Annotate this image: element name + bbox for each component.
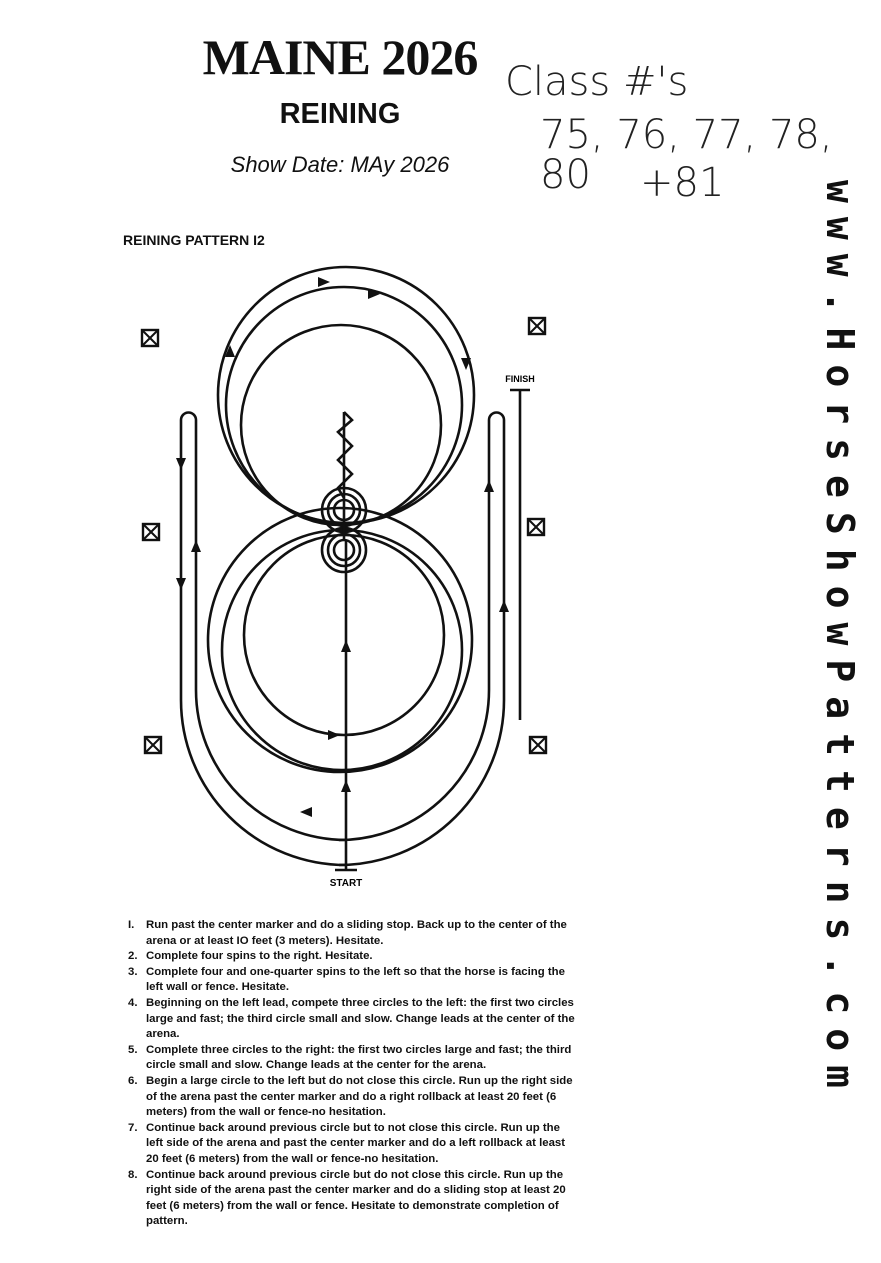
handwritten-class-label: Class #'s	[505, 59, 689, 105]
marker-icon	[528, 519, 544, 535]
instruction-item: 5. Complete three circles to the right: the first two circles large and fast; the third circle small and slow. Change leads at the center for the arena.	[128, 1043, 572, 1072]
marker-icon	[530, 737, 546, 753]
right-rollback-path	[339, 420, 504, 865]
right-rollback-turn	[489, 413, 504, 420]
instruction-item: 7. Continue back around previous circle but to not close this circle. Run up the left side of the arena and past the center marker and do a left rollback at least 20 feet (6 meters) from the wall or fence-no hesitation.	[128, 1121, 566, 1165]
left-rollback-turn	[181, 413, 196, 420]
document-title: MAINE 2026	[202, 29, 478, 85]
marker-icon	[143, 524, 159, 540]
arrow-icon	[341, 640, 351, 652]
instruction-item: I. Run past the center marker and do a sliding stop. Back up to the center of the arena or at least IO feet (3 meters). Hesitate.	[128, 919, 567, 947]
finish-label: FINISH	[505, 374, 535, 384]
arrow-icon	[328, 730, 340, 740]
handwritten-class-extra: +81	[640, 160, 725, 206]
marker-icon	[142, 330, 158, 346]
handwritten-class-numbers: 75, 76, 77, 78, 80	[540, 112, 833, 198]
instruction-item: 8. Continue back around previous circle but do not close this circle. Run up the right side of the arena past the center marker and do a sliding stop at least 20 feet (6 meters) from the wall or fence. Hesitate to demonstrate completion of pattern.	[128, 1168, 566, 1228]
watermark-text: www.HorseShowPatterns.com	[818, 180, 862, 1102]
arrow-icon	[499, 600, 509, 612]
arrow-icon	[176, 578, 186, 590]
arrow-icon	[341, 780, 351, 792]
marker-icon	[145, 737, 161, 753]
instruction-item: 4. Beginning on the left lead, compete three circles to the left: the first two circles large and fast; the third circle small and slow. Change leads at the center of the arena.	[128, 996, 575, 1041]
arrow-icon	[191, 540, 201, 552]
show-date: Show Date: MAy 2026	[230, 152, 450, 177]
arrow-icon	[300, 807, 312, 817]
lower-large-circle	[208, 508, 472, 772]
arrow-icon	[484, 480, 494, 492]
arrow-icon	[318, 277, 330, 287]
spin-circle	[334, 540, 354, 560]
start-label: START	[329, 878, 363, 889]
left-rollback-path	[196, 420, 346, 840]
instructions-list	[128, 918, 578, 1230]
instruction-item: 2. Complete four spins to the right. Hesitate.	[128, 950, 373, 963]
arrow-icon	[176, 458, 186, 470]
discipline-heading: REINING	[279, 98, 401, 130]
instruction-item: 6. Begin a large circle to the left but do not close this circle. Run up the right side of the arena past the center marker and do a right rollback at least 20 feet (6 meters) from the wall or fence-no hesitation.	[128, 1074, 573, 1119]
pattern-paths	[181, 267, 530, 870]
pattern-title: REINING PATTERN I2	[123, 232, 265, 248]
instruction-item: 3. Complete four and one-quarter spins to the left so that the horse is facing the left wall or fence. Hesitate.	[128, 965, 565, 994]
right-rollback-path	[339, 420, 489, 840]
marker-icon	[529, 318, 545, 334]
